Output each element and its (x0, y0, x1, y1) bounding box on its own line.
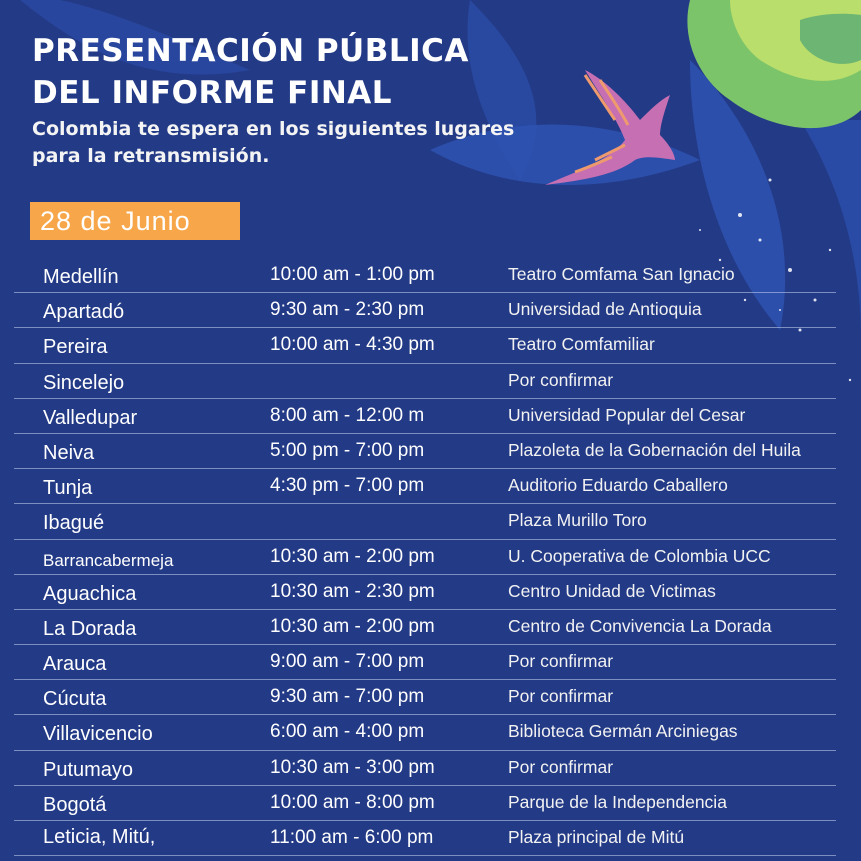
table-row (14, 504, 836, 539)
table-row (14, 680, 836, 715)
table-row (14, 434, 836, 469)
city-cell: La Dorada (43, 617, 137, 640)
time-cell: 4:30 pm - 7:00 pm (270, 475, 425, 497)
city-cell: Barrancabermeja (43, 550, 174, 570)
venue-cell: Plazoleta de la Gobernación del Huila (508, 439, 801, 460)
city-cell: Apartadó (43, 301, 125, 324)
venue-cell: Auditorio Eduardo Caballero (508, 475, 728, 496)
venue-cell: Teatro Comfamiliar (508, 334, 655, 355)
table-row (14, 751, 836, 786)
venue-cell: Plaza principal de Mitú (508, 827, 685, 847)
table-row (14, 540, 836, 575)
time-cell: 11:00 am - 6:00 pm (270, 827, 434, 848)
subtitle (32, 116, 514, 170)
title-line-1: PRESENTACIÓN PÚBLICA (32, 33, 469, 69)
time-cell: 10:30 am - 2:00 pm (270, 615, 435, 637)
venue-cell: Universidad Popular del Cesar (508, 404, 746, 425)
time-cell: 10:30 am - 2:30 pm (270, 580, 435, 602)
city-cell: Leticia, Mitú, (43, 826, 156, 848)
city-cell: Medellín (43, 266, 119, 288)
subtitle-line-2: para la retransmisión. (32, 145, 270, 167)
table-row (14, 645, 836, 680)
time-cell: 10:30 am - 3:00 pm (270, 756, 435, 778)
venue-cell: Por confirmar (508, 756, 614, 777)
time-cell: 10:00 am - 1:00 pm (270, 264, 435, 285)
venue-cell: Parque de la Independencia (508, 791, 727, 812)
venue-cell: Centro Unidad de Victimas (508, 580, 716, 601)
table-row (14, 575, 836, 610)
table-row (14, 364, 836, 399)
time-cell: 8:00 am - 12:00 m (270, 404, 425, 426)
venue-cell: Centro de Convivencia La Dorada (508, 615, 772, 636)
venue-cell: U. Cooperativa de Colombia UCC (508, 545, 771, 566)
city-cell: Putumayo (43, 758, 134, 781)
city-cell: Ibagué (43, 512, 105, 535)
time-cell: 9:30 am - 7:00 pm (270, 686, 425, 708)
schedule-table (14, 258, 836, 856)
venue-cell: Teatro Comfama San Ignacio (508, 264, 735, 284)
city-cell: Valledupar (43, 406, 138, 429)
time-cell: 10:30 am - 2:00 pm (270, 545, 435, 567)
venue-cell: Por confirmar (508, 369, 614, 390)
table-row (14, 715, 836, 750)
venue-cell: Universidad de Antioquia (508, 299, 702, 320)
table-row (14, 293, 836, 328)
time-cell: 6:00 am - 4:00 pm (270, 721, 425, 743)
city-cell: Cúcuta (43, 688, 107, 711)
page-title (32, 30, 469, 114)
venue-cell: Por confirmar (508, 686, 614, 707)
city-cell: Aguachica (43, 582, 137, 605)
city-cell: Sincelejo (43, 371, 125, 394)
time-cell: 5:00 pm - 7:00 pm (270, 439, 425, 461)
city-cell: Pereira (43, 336, 108, 359)
title-line-2: DEL INFORME FINAL (32, 75, 393, 111)
time-cell: 9:00 am - 7:00 pm (270, 651, 425, 673)
venue-cell: Por confirmar (508, 651, 614, 672)
table-row (14, 821, 836, 856)
city-cell: Arauca (43, 653, 107, 676)
time-cell: 9:30 am - 2:30 pm (270, 299, 425, 321)
table-row (14, 610, 836, 645)
table-row (14, 399, 836, 434)
table-row (14, 469, 836, 504)
date-badge: 28 de Junio (30, 202, 240, 240)
city-cell: Bogotá (43, 793, 107, 816)
table-row (14, 258, 836, 293)
city-cell: Tunja (43, 477, 93, 500)
table-row (14, 328, 836, 363)
city-cell: Neiva (43, 441, 95, 464)
time-cell: 10:00 am - 8:00 pm (270, 791, 435, 813)
venue-cell: Plaza Murillo Toro (508, 510, 647, 531)
time-cell: 10:00 am - 4:30 pm (270, 334, 435, 356)
city-cell: Villavicencio (43, 723, 153, 746)
subtitle-line-1: Colombia te espera en los siguientes lugares (32, 118, 515, 140)
table-row (14, 786, 836, 821)
venue-cell: Biblioteca Germán Arciniegas (508, 721, 738, 742)
